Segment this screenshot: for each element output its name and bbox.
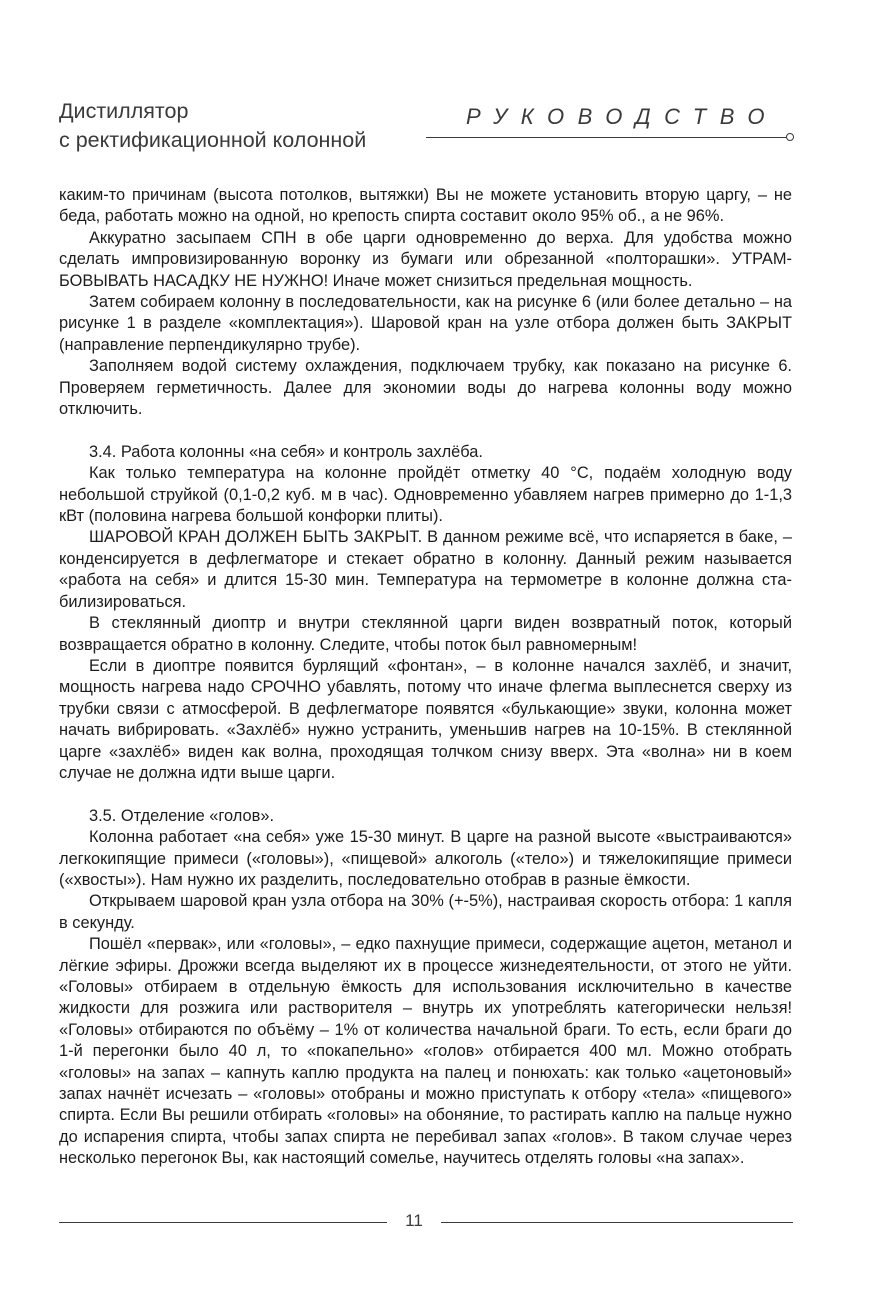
- document-title-line-1: Дистиллятор: [59, 99, 189, 123]
- paragraph: Пошёл «первак», или «головы», – едко пахнущие примеси, содержащие ацетон, метанол и лёгкие эфиры. Дрожжи всегда выделяют их в процессе жизнедеятельности, от этого не уйти. «Головы» отбираем в отдельную ёмкость для использования исключительно в качестве жидкости для розжига или растворителя – внутрь их употреблять категорически нельзя! «Головы» отбираются по объёму – 1% от количества начальной браги. То есть, если браги до 1-й перегонки было 40 л, то «покапельно» «голов» отбирается 400 мл. Можно отобрать «головы» на запах – капнуть каплю продукта на палец и понюхать: как только «ацетоновый» запах начнёт исчезать – «головы» отобраны и можно приступать к отбору «тела» «пищевого» спирта. Если Вы решили отбирать «головы» на обоняние, то растирать каплю на пальце нужно до испарения спирта, чтобы запах спирта не перебивал запах «голов». В таком случае через несколько перегонок Вы, как настоящий сомелье, научитесь отделять головы «на запах».: [59, 935, 792, 1168]
- document-title: [59, 97, 366, 155]
- footer-rule-left: [59, 1222, 387, 1223]
- footer-rule-right: [441, 1222, 793, 1223]
- section-heading-3-5: 3.5. Отделение «голов».: [89, 806, 275, 825]
- paragraph: каким-то причинам (высота потолков, вытяжки) Вы не можете установить вторую царгу, – не беда, работать можно на одной, но крепость спирта составит около 95% об., а не 96%.: [59, 186, 792, 226]
- header-rule-end-dot: [786, 133, 794, 141]
- paragraph: Заполняем водой систему охлаждения, подключаем трубку, как показано на рисунке 6. Проверяем герметичность. Далее для экономии воды до нагрева колонны воду можно отключить.: [59, 357, 792, 419]
- page-body: [59, 185, 792, 1170]
- paragraph: Открываем шаровой кран узла отбора на 30% (+-5%), настраивая скорость отбора: 1 капля в секунду.: [59, 892, 792, 932]
- section-heading-3-4: 3.4. Работа колонны «на себя» и контроль захлёба.: [89, 442, 483, 461]
- section-label: РУКОВОДСТВО: [466, 104, 779, 129]
- paragraph: ШАРОВОЙ КРАН ДОЛЖЕН БЫТЬ ЗАКРЫТ. В данном режиме всё, что испаряется в баке, – конденсируется в дефлегматоре и стекает обратно в колонну. Данный режим называется «работа на себя» и длится 15-30 мин. Температура на термометре в колонне должна стабилизироваться.: [59, 528, 792, 611]
- paragraph: Колонна работает «на себя» уже 15-30 минут. В царге на разной высоте «выстраиваются» легкокипящие примеси («головы»), «пищевой» алкоголь («тело») и тяжелокипящие примеси («хвосты»). Нам нужно их разделить, последовательно отобрав в разные ёмкости.: [59, 828, 792, 889]
- paragraph: В стеклянный диоптр и внутри стеклянной царги виден возвратный поток, который возвращается обратно в колонну. Следите, чтобы поток был равномерным!: [59, 614, 792, 654]
- paragraph: Если в диоптре появится бурлящий «фонтан», – в колонне начался захлёб, и значит, мощность нагрева надо СРОЧНО убавлять, потому что иначе флегма выплеснется сверху из трубки связи с атмосферой. В дефлегматоре появятся «булькающие» звуки, колонна может начать вибрировать. «Захлёб» нужно устранить, уменьшив нагрев на 10-15%. В стеклянной царге «захлёб» виден как волна, проходящая толчком снизу вверх. Эта «волна» ни в коем случае не должна идти выше царги.: [59, 656, 792, 782]
- header-rule: [426, 137, 789, 138]
- page-number: 11: [405, 1211, 423, 1230]
- paragraph: Затем собираем колонну в последовательности, как на рисунке 6 (или более детально – на рисунке 1 в разделе «комплектация»). Шаровой кран на узле отбора должен быть ЗАКРЫТ (направление перпендикулярно трубе).: [59, 293, 792, 354]
- paragraph: Аккуратно засыпаем СПН в обе царги одновременно до верха. Для удобства можно сделать импровизированную воронку из бумаги или обрезанной «полторашки». УТРАМБОВЫВАТЬ НАСАДКУ НЕ НУЖНО! Иначе может снизиться предельная мощность.: [59, 228, 792, 290]
- paragraph: Как только температура на колонне пройдёт отметку 40 °С, подаём холодную воду небольшой струйкой (0,1-0,2 куб. м в час). Одновременно убавляем нагрев примерно до 1-1,3 кВт (половина нагрева большой конфорки плиты).: [59, 464, 792, 526]
- document-title-line-2: с ректификационной колонной: [59, 128, 367, 152]
